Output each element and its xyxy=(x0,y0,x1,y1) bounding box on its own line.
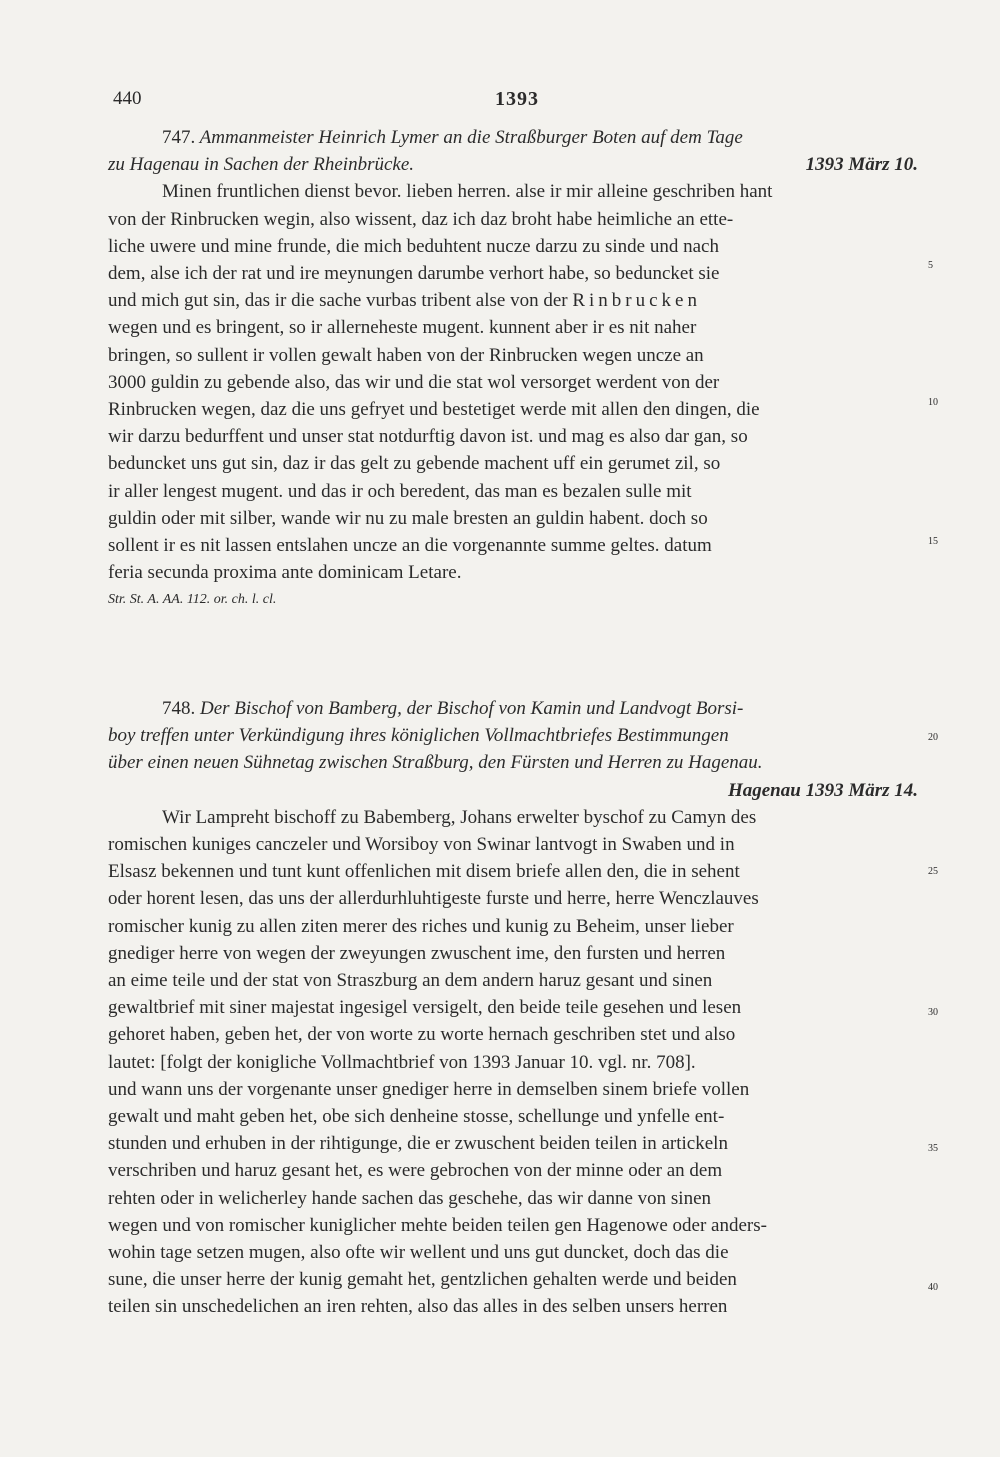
doc747-date: 1393 März 10. xyxy=(805,154,918,176)
doc747-line: sollent ir es nit lassen entslahen uncze an die vorgenannte summe geltes. datum xyxy=(108,535,712,557)
doc747-line: bringen, so sullent ir vollen gewalt haben von der Rinbrucken wegen uncze an xyxy=(108,344,704,366)
doc748-line: teilen sin unschedelichen an iren rehten, also das alles in des selben unsers herren xyxy=(108,1296,728,1318)
doc747-line: wegen und es bringent, so ir allerneheste mugent. kunnent aber ir es nit naher xyxy=(108,317,697,339)
doc747-line: dem, alse ich der rat und ire meynungen darumbe verhort habe, so beduncket sie xyxy=(108,263,720,285)
running-year: 1393 xyxy=(495,88,539,110)
doc748-line: lautet: [folgt der konigliche Vollmachtbrief von 1393 Januar 10. vgl. nr. 708]. xyxy=(108,1051,696,1073)
doc748-line: gnediger herre von wegen der zweyungen zwuschent ime, den fursten und herren xyxy=(108,942,726,964)
doc748-line: oder horent lesen, das uns der allerdurhluhtigeste furste und herre, herre Wenczlauves xyxy=(108,888,759,910)
line-number: 5 xyxy=(928,260,933,271)
page-header xyxy=(113,88,921,116)
doc748-line: gehoret haben, geben het, der von worte zu worte hernach geschriben stet und also xyxy=(108,1024,736,1046)
doc747-number: 747. xyxy=(162,127,196,148)
doc748-line: sune, die unser herre der kunig gemaht het, gentzlichen gehalten werde und beiden xyxy=(108,1269,737,1291)
doc748-line: und wann uns der vorgenante unser gnediger herre in demselben sinem briefe vollen xyxy=(108,1078,750,1100)
doc747-line: 3000 guldin zu gebende also, das wir und die stat wol versorget werdent von der xyxy=(108,371,720,393)
doc748-line: Elsasz bekennen und tunt kunt offenlichen mit disem briefe allen den, die in sehent xyxy=(108,861,740,883)
line-number: 30 xyxy=(928,1007,938,1018)
doc747-source: Str. St. A. AA. 112. or. ch. l. cl. xyxy=(108,592,277,608)
doc748-date: Hagenau 1393 März 14. xyxy=(727,779,918,801)
line-number: 40 xyxy=(928,1282,938,1293)
doc747-title-line2: zu Hagenau in Sachen der Rheinbrücke. 1393 März 10. xyxy=(108,151,918,178)
doc747-line: beduncket uns gut sin, daz ir das gelt zu gebende machent uff ein gerumet zil, so xyxy=(108,453,721,475)
doc748-line: rehten oder in welicherley hande sachen das geschehe, das wir danne von sinen xyxy=(108,1187,712,1209)
doc747-title-line1: 747. Ammanmeister Heinrich Lymer an die Straßburger Boten auf dem Tage xyxy=(162,127,743,148)
page-number: 440 xyxy=(113,88,142,109)
document-747 xyxy=(108,124,918,614)
doc748-line: verschriben und haruz gesant het, es were gebrochen von der minne oder an dem xyxy=(108,1160,723,1182)
doc748-title-line2: boy treffen unter Verkündigung ihres königlichen Vollmachtbriefes Bestimmungen xyxy=(108,725,729,747)
line-number: 10 xyxy=(928,397,938,408)
doc747-line: ir aller lengest mugent. und das ir och beredent, das man es bezalen sulle mit xyxy=(108,480,692,502)
doc747-line: von der Rinbrucken wegin, also wissent, daz ich daz broht habe heimliche an ette- xyxy=(108,208,734,230)
document-748 xyxy=(108,695,918,1321)
doc748-line: gewalt und maht geben het, obe sich denheine stosse, schellunge und ynfelle ent- xyxy=(108,1106,725,1128)
doc748-line: romischen kuniges canczeler und Worsiboy von Swinar lantvogt in Swaben und in xyxy=(108,834,735,856)
doc748-title-line1: 748. Der Bischof von Bamberg, der Bischof von Kamin und Landvogt Borsi- xyxy=(162,698,744,719)
line-number: 35 xyxy=(928,1143,938,1154)
doc747-line: Rinbrucken wegen, daz die uns gefryet und bestetiget werde mit allen den dingen, die xyxy=(108,399,760,421)
line-number: 15 xyxy=(928,536,938,547)
doc747-line: wir darzu bedurffent und unser stat notdurftig davon ist. und mag es also dar gan, so xyxy=(108,426,748,448)
doc747-line: und mich gut sin, das ir die sache vurbas tribent alse von der Rinbrucken xyxy=(108,290,701,312)
doc748-line: romischer kunig zu allen ziten merer des riches und kunig zu Beheim, unser lieber xyxy=(108,915,734,937)
doc748-line: stunden und erhuben in der rihtigunge, die er zwuschent beiden teilen in artickeln xyxy=(108,1133,728,1155)
doc748-line: wegen und von romischer kuniglicher mehte beiden teilen gen Hagenowe oder anders- xyxy=(108,1214,767,1236)
doc747-line: liche uwere und mine frunde, die mich beduhtent nucze darzu zu sinde und nach xyxy=(108,235,719,257)
doc747-spaced-word: Rinbrucken xyxy=(572,290,701,312)
doc748-line: an eime teile und der stat von Straszburg an dem andern haruz gesant und sinen xyxy=(108,970,713,992)
doc748-line: gewaltbrief mit siner majestat ingesigel versigelt, den beide teile gesehen und lesen xyxy=(108,997,742,1019)
doc748-number: 748. xyxy=(162,698,196,719)
doc747-line: Minen fruntlichen dienst bevor. lieben herren. alse ir mir alleine geschriben hant xyxy=(162,181,773,203)
doc747-line: feria secunda proxima ante dominicam Letare. xyxy=(108,562,462,584)
line-number: 20 xyxy=(928,732,938,743)
doc748-title-line3: über einen neuen Sühnetag zwischen Straßburg, den Fürsten und Herren zu Hagenau. xyxy=(108,752,763,774)
doc747-line: guldin oder mit silber, wande wir nu zu male bresten an guldin habent. doch so xyxy=(108,507,708,529)
line-number: 25 xyxy=(928,866,938,877)
doc748-line: Wir Lampreht bischoff zu Babemberg, Johans erwelter byschof zu Camyn des xyxy=(162,806,757,828)
doc748-line: wohin tage setzen mugen, also ofte wir wellent und uns gut duncket, doch das die xyxy=(108,1242,729,1264)
